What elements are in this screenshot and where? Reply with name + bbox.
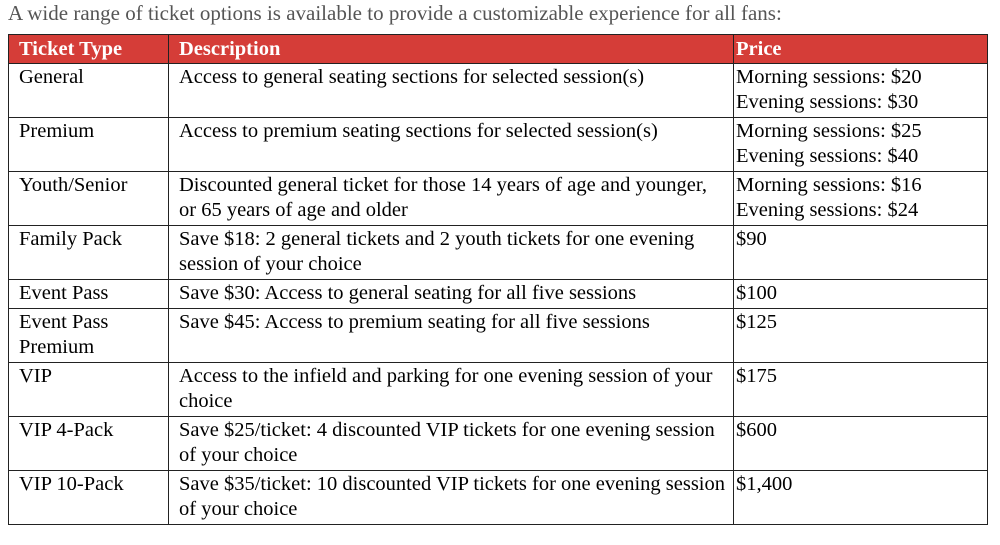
description-cell: Save $30: Access to general seating for all five sessions (169, 280, 734, 309)
description-cell: Save $45: Access to premium seating for all five sessions (169, 309, 734, 363)
description-cell: Access to premium seating sections for selected session(s) (169, 118, 734, 172)
price-cell (734, 363, 988, 417)
column-header-description: Description (169, 35, 734, 64)
ticket-type-cell: VIP 4-Pack (9, 417, 169, 471)
ticket-type-cell: VIP 10-Pack (9, 471, 169, 525)
price-cell (734, 172, 988, 226)
description-cell: Save $18: 2 general tickets and 2 youth tickets for one evening session of your choice (169, 226, 734, 280)
description-cell: Discounted general ticket for those 14 years of age and younger, or 65 years of age and older (169, 172, 734, 226)
price-line: Morning sessions: $20 (736, 66, 922, 88)
description-cell: Save $25/ticket: 4 discounted VIP tickets for one evening session of your choice (169, 417, 734, 471)
description-cell: Save $35/ticket: 10 discounted VIP tickets for one evening session of your choice (169, 471, 734, 525)
price-cell (734, 64, 988, 118)
price-line: $1,400 (736, 473, 793, 495)
price-cell (734, 226, 988, 280)
ticket-type-cell: Event Pass (9, 280, 169, 309)
price-line: Evening sessions: $24 (736, 199, 919, 221)
ticket-type-cell: Family Pack (9, 226, 169, 280)
price-cell (734, 471, 988, 525)
price-cell (734, 309, 988, 363)
price-cell (734, 280, 988, 309)
table-row (9, 172, 988, 226)
ticket-type-cell: Event Pass Premium (9, 309, 169, 363)
column-header-ticket-type: Ticket Type (9, 35, 169, 64)
table-row (9, 226, 988, 280)
ticket-type-cell: Youth/Senior (9, 172, 169, 226)
price-line: $100 (736, 282, 777, 304)
description-cell: Access to the infield and parking for one evening session of your choice (169, 363, 734, 417)
price-line: Evening sessions: $30 (736, 91, 919, 113)
price-line: Evening sessions: $40 (736, 145, 919, 167)
price-line: Morning sessions: $16 (736, 174, 922, 196)
ticket-table (8, 34, 988, 525)
price-line: $90 (736, 228, 767, 250)
ticket-type-cell: Premium (9, 118, 169, 172)
price-line: $125 (736, 311, 777, 333)
description-cell: Access to general seating sections for selected session(s) (169, 64, 734, 118)
intro-text: A wide range of ticket options is available to provide a customizable experience for all fans: (8, 1, 782, 25)
price-cell (734, 118, 988, 172)
price-line: $600 (736, 419, 777, 441)
table-row (9, 280, 988, 309)
table-row (9, 309, 988, 363)
table-row (9, 363, 988, 417)
table-row (9, 64, 988, 118)
table-row (9, 118, 988, 172)
price-cell (734, 417, 988, 471)
table-header-row (9, 35, 988, 64)
ticket-type-cell: General (9, 64, 169, 118)
price-line: Morning sessions: $25 (736, 120, 922, 142)
column-header-price: Price (734, 35, 988, 64)
table-row (9, 417, 988, 471)
table-row (9, 471, 988, 525)
price-line: $175 (736, 365, 777, 387)
ticket-type-cell: VIP (9, 363, 169, 417)
